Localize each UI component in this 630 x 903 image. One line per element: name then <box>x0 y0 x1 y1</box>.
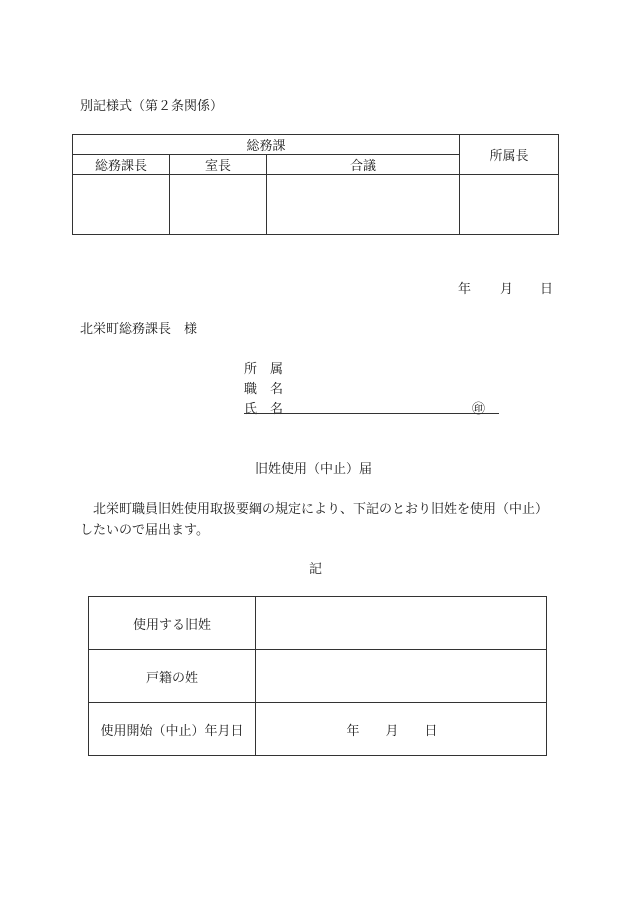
col-section-chief: 室長 <box>170 155 267 175</box>
details-table <box>88 596 547 756</box>
name-label: 氏 名 <box>244 402 284 417</box>
name-underline <box>244 413 499 414</box>
table-row <box>89 703 547 756</box>
former-surname-label: 使用する旧姓 <box>89 597 256 650</box>
date-year: 年 <box>458 282 472 297</box>
start-date-label: 使用開始（中止）年月日 <box>89 703 256 756</box>
col-consultation: 合議 <box>267 155 460 175</box>
date-day: 日 <box>540 282 554 297</box>
registered-surname-label: 戸籍の姓 <box>89 650 256 703</box>
table-row <box>89 597 547 650</box>
stamp-cell-3[interactable] <box>267 175 460 235</box>
dept-header: 総務課 <box>73 135 460 155</box>
stamp-cell-4[interactable] <box>460 175 559 235</box>
body-line-2: したいので届出ます。 <box>80 523 209 538</box>
affiliation-label: 所 属 <box>244 362 284 377</box>
date-month: 月 <box>500 282 514 297</box>
document-title: 旧姓使用（中止）届 <box>255 462 373 477</box>
approval-table <box>72 134 559 235</box>
head-header: 所属長 <box>460 135 559 175</box>
seal-mark: ㊞ <box>472 402 486 417</box>
registered-surname-value[interactable] <box>256 650 547 703</box>
form-label: 別記様式（第２条関係） <box>80 99 224 114</box>
position-label: 職 名 <box>244 382 284 397</box>
start-date-value[interactable]: 年 月 日 <box>256 703 547 756</box>
body-line-1: 北栄町職員旧姓使用取扱要綱の規定により、下記のとおり旧姓を使用（中止） <box>93 502 549 517</box>
ki-heading: 記 <box>309 562 323 577</box>
stamp-cell-1[interactable] <box>73 175 170 235</box>
stamp-cell-2[interactable] <box>170 175 267 235</box>
former-surname-value[interactable] <box>256 597 547 650</box>
addressee: 北栄町総務課長 様 <box>80 322 198 337</box>
col-general-affairs-chief: 総務課長 <box>73 155 170 175</box>
table-row <box>89 650 547 703</box>
